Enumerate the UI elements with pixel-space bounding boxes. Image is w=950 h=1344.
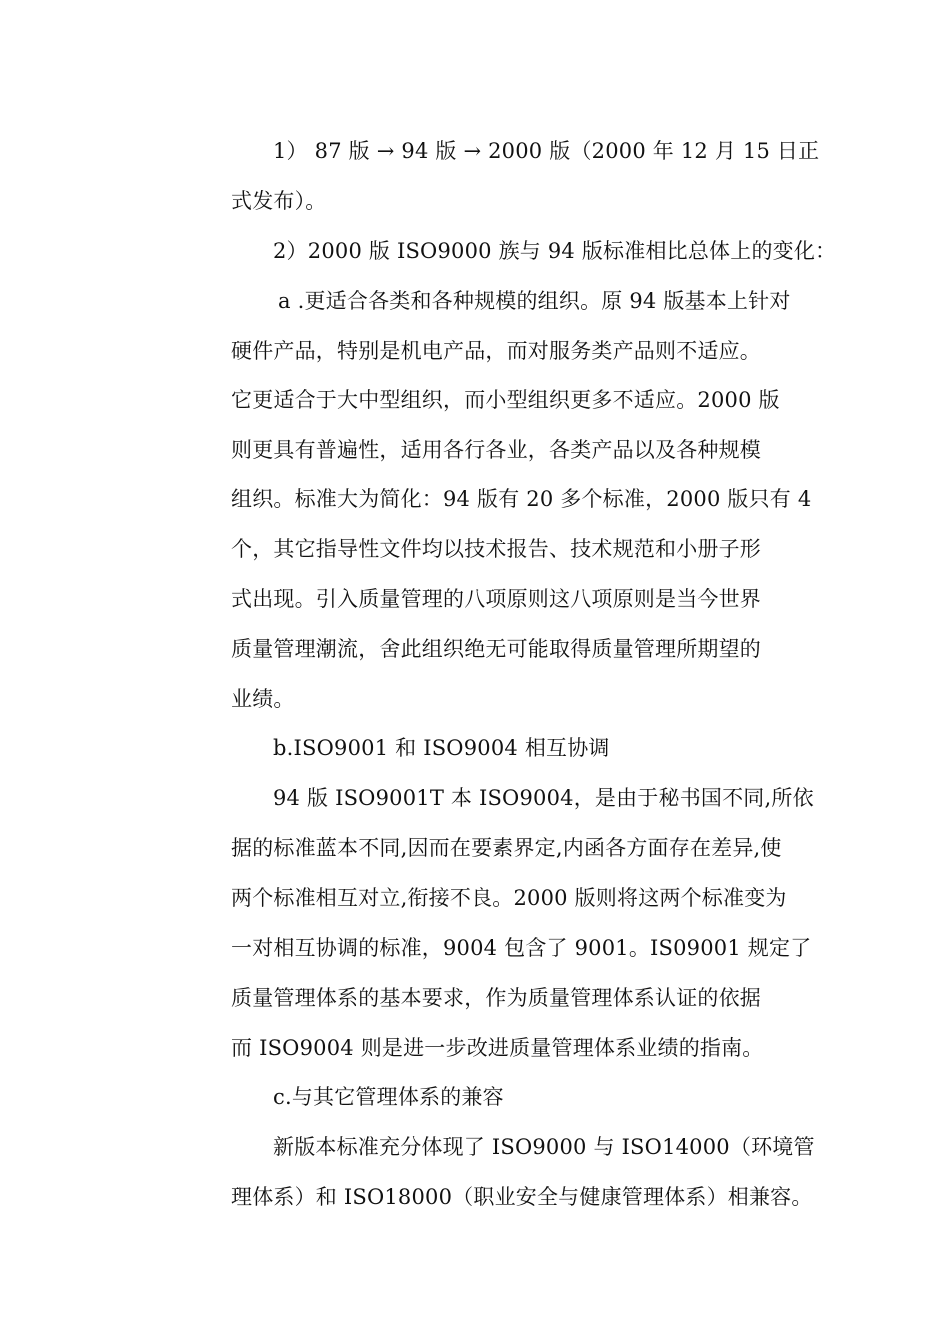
text-line: 而 ISO9004 则是进一步改进质量管理体系业绩的指南。 bbox=[231, 1036, 764, 1060]
text-line: 式出现。引入质量管理的八项原则这八项原则是当今世界 bbox=[231, 587, 761, 611]
text-line: 质量管理潮流，舍此组织绝无可能取得质量管理所期望的 bbox=[231, 637, 761, 661]
text-line: 质量管理体系的基本要求，作为质量管理体系认证的依据 bbox=[231, 986, 761, 1010]
text-line: 它更适合于大中型组织，而小型组织更多不适应。2000 版 bbox=[231, 388, 780, 412]
text-line: 2）2000 版 ISO9000 族与 94 版标准相比总体上的变化： bbox=[273, 239, 837, 263]
text-line: 式发布）。 bbox=[231, 189, 327, 213]
text-line: a .更适合各类和各种规模的组织。原 94 版基本上针对 bbox=[278, 289, 791, 313]
section-heading: b.ISO9001 和 ISO9004 相互协调 bbox=[273, 736, 610, 760]
text-line: 个，其它指导性文件均以技术报告、技术规范和小册子形 bbox=[231, 537, 761, 561]
text-line: 组织。标准大为简化：94 版有 20 多个标准，2000 版只有 4 bbox=[231, 487, 812, 511]
text-line: 一对相互协调的标准，9004 包含了 9001。IS09001 规定了 bbox=[231, 936, 812, 960]
text-line: 两个标准相互对立,衔接不良。2000 版则将这两个标准变为 bbox=[231, 886, 787, 910]
text-line: 理体系）和 ISO18000（职业安全与健康管理体系）相兼容。 bbox=[231, 1185, 813, 1209]
text-line: 94 版 ISO9001T 本 ISO9004，是由于秘书国不同,所依 bbox=[273, 786, 814, 810]
text-line: 硬件产品，特别是机电产品，而对服务类产品则不适应。 bbox=[231, 339, 761, 363]
text-line: 则更具有普遍性，适用各行各业，各类产品以及各种规模 bbox=[231, 438, 761, 462]
section-heading: c.与其它管理体系的兼容 bbox=[273, 1085, 504, 1109]
text-line: 据的标准蓝本不同,因而在要素界定,内函各方面存在差异,使 bbox=[231, 836, 782, 860]
text-line: 1） 87 版 → 94 版 → 2000 版（2000 年 12 月 15 日正 bbox=[273, 139, 820, 163]
text-line: 新版本标准充分体现了 ISO9000 与 ISO14000（环境管 bbox=[273, 1135, 815, 1159]
text-line: 业绩。 bbox=[231, 687, 295, 711]
